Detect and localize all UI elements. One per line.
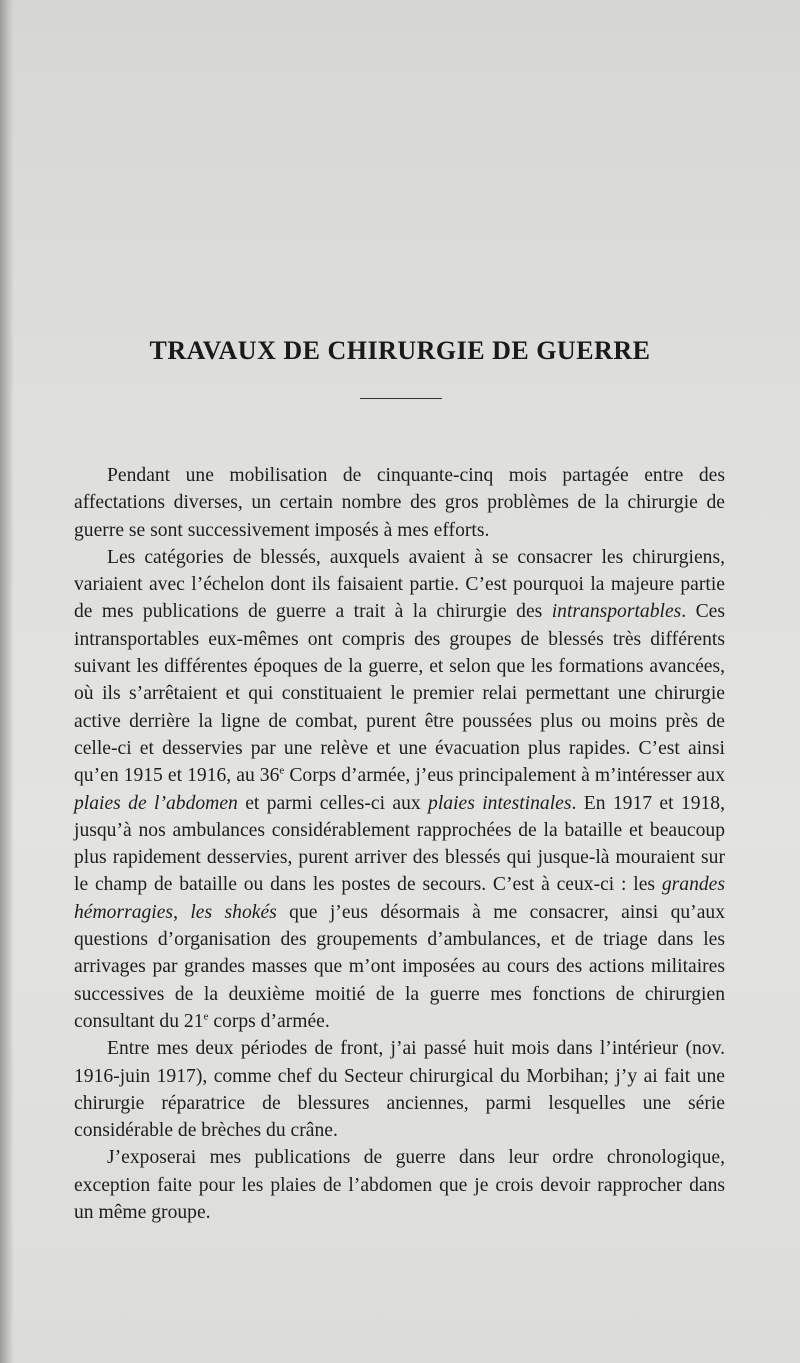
text-span: Corps d’armée, j’eus principalement à m’intéresser aux: [284, 765, 726, 787]
paragraph-2: [74, 544, 725, 1035]
page-binding-shadow: [0, 0, 14, 1363]
page-title: TRAVAUX DE CHIRURGIE DE GUERRE: [149, 336, 651, 365]
title-divider: [360, 398, 442, 399]
italic-term: les shokés: [190, 901, 277, 923]
paragraph-1: Pendant une mobilisation de cinquante-cinq mois partagée entre des affectations diverses, un certain nombre des gros problèmes de la chirurgie de guerre se sont successivement imposés à mes efforts.: [74, 465, 725, 541]
text-span: corps d’armée.: [208, 1010, 330, 1032]
text-span: que j’eus désormais à me consacrer, ainsi qu’aux questions d’organisation des groupements d’ambulances, et de triage dans les arrivages par grandes masses que m’ont imposées au cours des actions militaires successives de la deuxième moitié de la guerre mes fonctions de chirurgien consultant du 21: [74, 901, 725, 1032]
ordinal-superscript: e: [279, 764, 285, 777]
text-span: . Ces intransportables eux-mêmes ont compris des groupes de blessés très différents suivant les différentes époques de la guerre, et selon que les formations avancées, où ils s’arrêtaient et qui constituaient le premier relai permettant une chirurgie active derrière la ligne de combat, purent être poussées plus ou moins près de celle-ci et desservies par une relève et une évacuation plus rapides. C’est ainsi qu’en 1915 et 1916, au 36: [74, 601, 726, 787]
italic-term: plaies de l’abdomen: [74, 792, 238, 814]
paragraph-4: J’exposerai mes publications de guerre dans leur ordre chronologique, exception faite pour les plaies de l’abdomen que je crois devoir rapprocher dans un même groupe.: [74, 1147, 725, 1224]
text-span: Les catégories de blessés, auxquels avaient à se consacrer les chirurgiens, variaient avec l’échelon dont ils faisaient partie. C’est pourquoi la majeure partie de mes publications de guerre a trait à la chirurgie des: [74, 546, 725, 623]
text-span: . En 1917 et 1918, jusqu’à nos ambulances considérablement rapprochées de la bataille et beaucoup plus rapidement desservies, purent arriver des blessés qui jusque-là mouraient sur le champ de bataille ou dans les postes de secours. C’est à ceux-ci : les: [74, 792, 725, 896]
italic-term: grandes hémorragies: [74, 874, 725, 923]
text-span: ,: [173, 901, 191, 923]
paragraph-3: Entre mes deux périodes de front, j’ai passé huit mois dans l’intérieur (nov. 1916-juin 1917), comme chef du Secteur chirurgical du Morbihan; j’y ai fait une chirurgie réparatrice de blessures anciennes, parmi lesquelles une série considérable de brèches du crâne.: [74, 1038, 725, 1142]
ordinal-superscript: e: [203, 1010, 209, 1023]
italic-term: intransportables: [551, 601, 682, 623]
italic-term: plaies intestinales: [428, 792, 572, 814]
body-text: [74, 462, 725, 1226]
text-span: et parmi celles-ci aux: [237, 792, 429, 814]
